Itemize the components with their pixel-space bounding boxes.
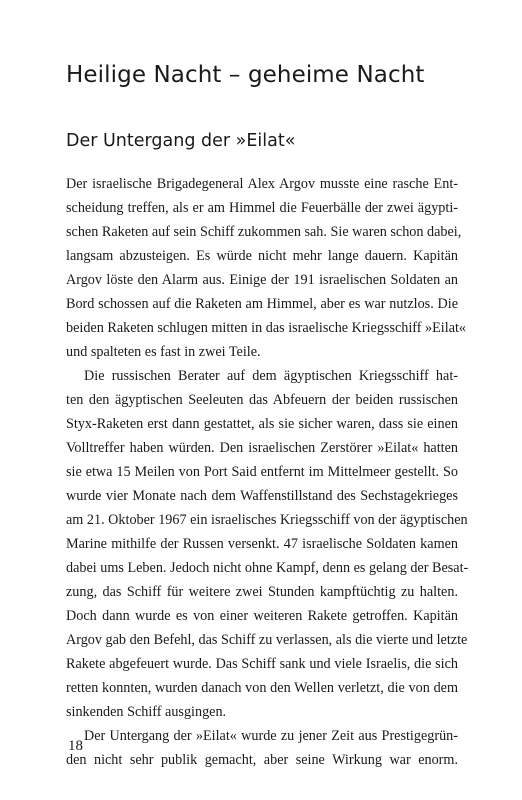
text-line: Volltreffer haben würden. Den israelischen Zerstörer »Eilat« hatten: [66, 440, 458, 456]
text-line: beiden Raketen schlugen mitten in das israelische Kriegsschiff »Eilat«: [66, 320, 467, 336]
text-line: langsam abzusteigen. Es würde nicht mehr lange dauern. Kapitän: [66, 248, 458, 264]
text-line: schen Raketen auf sein Schiff zukommen sah. Sie waren schon dabei,: [66, 224, 462, 240]
text-line: Argov löste den Alarm aus. Einige der 191 israelischen Soldaten an: [66, 272, 458, 288]
text-line: Der Untergang der »Eilat« wurde zu jener Zeit aus Prestigegrün-: [84, 728, 458, 744]
text-line: Argov gab den Befehl, das Schiff zu verlassen, als die vierte und letzte: [66, 632, 468, 648]
paragraph-3: [66, 724, 458, 772]
page-number: 18: [68, 738, 83, 754]
paragraph-2: [66, 364, 469, 724]
text-line: und spalteten es fast in zwei Teile.: [66, 344, 261, 360]
text-line: Doch dann wurde es von einer weiteren Rakete getroffen. Kapitän: [66, 608, 458, 624]
text-line: am 21. Oktober 1967 ein israelisches Kriegsschiff von der ägyptischen: [66, 512, 468, 528]
text-line: ten den ägyptischen Seeleuten das Abfeuern der beiden russischen: [66, 392, 458, 408]
text-line: zung, das Schiff für weitere zwei Stunden kampftüchtig zu halten.: [66, 584, 458, 600]
text-line: Bord schossen auf die Raketen am Himmel, aber es war nutzlos. Die: [66, 296, 458, 312]
text-line: dabei ums Leben. Jedoch nicht ohne Kampf, denn es gelang der Besat-: [66, 560, 469, 576]
paragraph-1: [66, 172, 467, 364]
text-line: Der israelische Brigadegeneral Alex Argov musste eine rasche Ent-: [66, 176, 458, 192]
chapter-title: Heilige Nacht – geheime Nacht: [66, 62, 425, 88]
text-line: sinkenden Schiff ausgingen.: [66, 704, 227, 720]
text-line: den nicht sehr publik gemacht, aber seine Wirkung war enorm.: [66, 752, 458, 768]
text-line: retten konnten, wurden danach von den Wellen verletzt, die von dem: [66, 680, 458, 696]
text-line: Die russischen Berater auf dem ägyptischen Kriegsschiff hat-: [84, 368, 458, 384]
text-line: Styx-Raketen erst dann gestattet, als sie sicher waren, dass sie einen: [66, 416, 458, 432]
section-title: Der Untergang der »Eilat«: [66, 131, 296, 151]
text-line: wurde vier Monate nach dem Waffenstillstand des Sechstagekrieges: [66, 488, 458, 504]
text-line: sie etwa 15 Meilen von Port Said entfernt im Mittelmeer gestellt. So: [66, 464, 458, 480]
text-line: scheidung treffen, als er am Himmel die Feuerbälle der zwei ägypti-: [66, 200, 458, 216]
body-text: [66, 172, 469, 772]
text-line: Rakete abgefeuert wurde. Das Schiff sank und viele Israelis, die sich: [66, 656, 458, 672]
text-line: Marine mithilfe der Russen versenkt. 47 israelische Soldaten kamen: [66, 536, 458, 552]
